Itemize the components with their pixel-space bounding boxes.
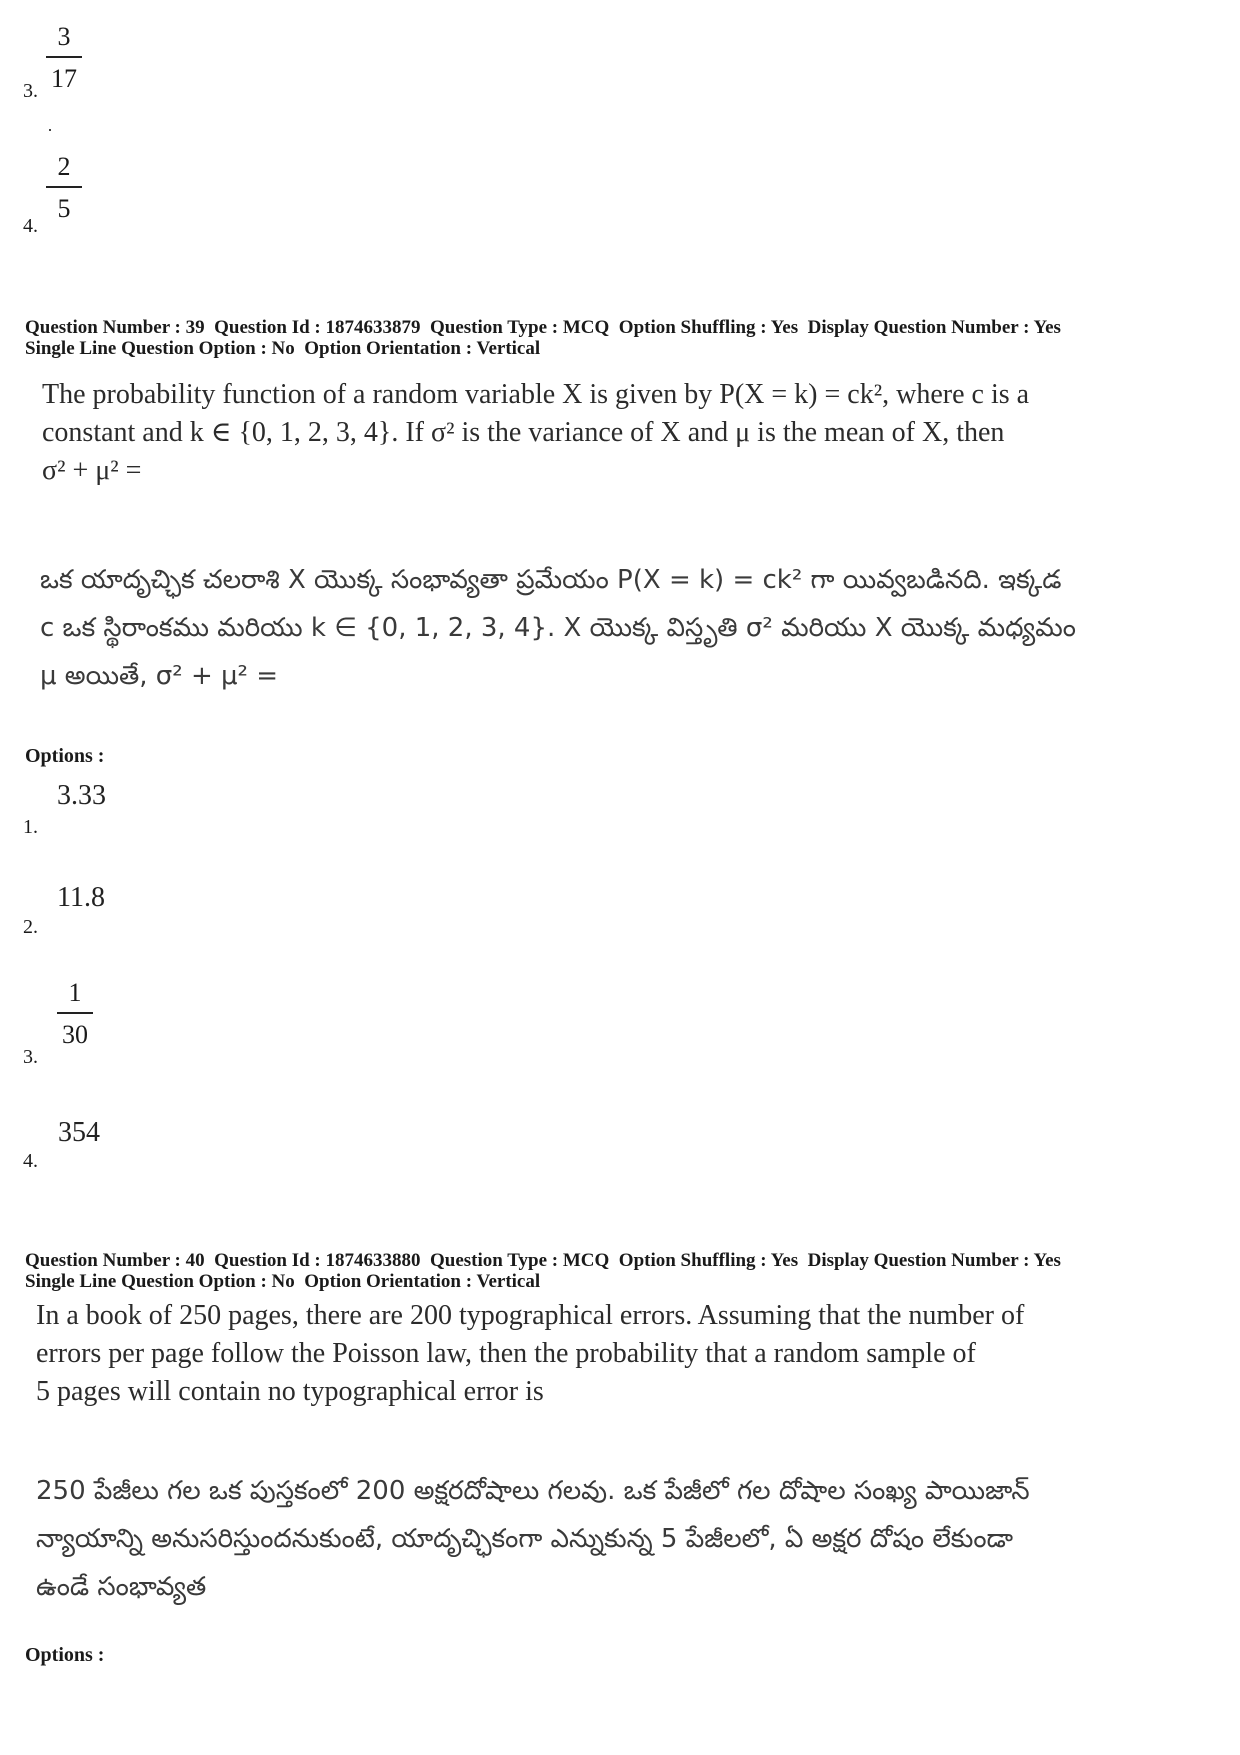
- question-line: In a book of 250 pages, there are 200 typographical errors. Assuming that the number of: [36, 1300, 1025, 1331]
- option-number: 3.: [23, 1046, 38, 1068]
- option-value: 11.8: [57, 882, 105, 913]
- options-label: Options :: [25, 745, 105, 767]
- question-line: ఉండే సంభావ్యత: [36, 1572, 207, 1602]
- fraction-bar: [57, 1012, 93, 1014]
- question-line: μ అయితే, σ² + μ² =: [40, 661, 279, 691]
- question-line: c ఒక స్థిరాంకము మరియు k ∈ {0, 1, 2, 3, 4}. X యొక్క విస్తృతి σ² మరియు X యొక్క మధ్యమం: [40, 613, 1076, 643]
- option-number: 3.: [23, 80, 38, 102]
- question-line: ఒక యాదృచ్ఛిక చలరాశి X యొక్క సంభావ్యతా ప్రమేయం P(X = k) = ck² గా యివ్వబడినది. ఇక్కడ: [40, 565, 1062, 595]
- question-line: errors per page follow the Poisson law, then the probability that a random sample of: [36, 1338, 976, 1369]
- denominator: 17: [51, 64, 77, 93]
- numerator: 2: [57, 152, 71, 181]
- denominator: 30: [62, 1020, 88, 1049]
- denominator: 5: [57, 194, 71, 223]
- question-text-telugu: [40, 556, 1076, 700]
- numerator: 3: [57, 22, 71, 51]
- question-text-telugu: [36, 1467, 1030, 1611]
- fraction-value: [44, 152, 84, 224]
- question-line: న్యాయాన్ని అనుసరిస్తుందనుకుంటే, యాదృచ్ఛికంగా ఎన్నుకున్న 5 పేజీలలో, ఏ అక్షర దోషం లేకుండా: [36, 1524, 1014, 1554]
- question-text-english: [42, 376, 1029, 490]
- question-meta-line2: Single Line Question Option : No Option Orientation : Vertical: [25, 338, 541, 359]
- question-text-english: [36, 1297, 1024, 1411]
- fraction-value: [55, 978, 95, 1050]
- option-number: 1.: [23, 816, 38, 838]
- option-number: 4.: [23, 1150, 38, 1172]
- question-line: 5 pages will contain no typographical error is: [36, 1376, 544, 1407]
- scan-speck: [49, 129, 51, 131]
- options-label: Options :: [25, 1644, 105, 1666]
- question-meta-line2: Single Line Question Option : No Option Orientation : Vertical: [25, 1271, 541, 1292]
- option-number: 4.: [23, 215, 38, 237]
- fraction-value: [44, 22, 84, 94]
- option-value: 354: [58, 1117, 100, 1148]
- option-value: 3.33: [57, 780, 106, 811]
- numerator: 1: [68, 978, 82, 1007]
- question-line: σ² + μ² =: [42, 455, 142, 486]
- question-meta-line1: Question Number : 40 Question Id : 1874633880 Question Type : MCQ Option Shuffling : Yes Display Question Number : Yes: [25, 1250, 1061, 1271]
- question-line: 250 పేజీలు గల ఒక పుస్తకంలో 200 అక్షరదోషాలు గలవు. ఒక పేజీలో గల దోషాల సంఖ్య పాయిజాన్: [36, 1476, 1030, 1506]
- question-line: The probability function of a random variable X is given by P(X = k) = ck², where c is a: [42, 379, 1030, 410]
- option-number: 2.: [23, 916, 38, 938]
- fraction-bar: [46, 56, 82, 58]
- fraction-bar: [46, 186, 82, 188]
- question-meta-line1: Question Number : 39 Question Id : 1874633879 Question Type : MCQ Option Shuffling : Yes Display Question Number : Yes: [25, 317, 1061, 338]
- question-line: constant and k ∈ {0, 1, 2, 3, 4}. If σ² is the variance of X and μ is the mean of X, then: [42, 417, 1005, 448]
